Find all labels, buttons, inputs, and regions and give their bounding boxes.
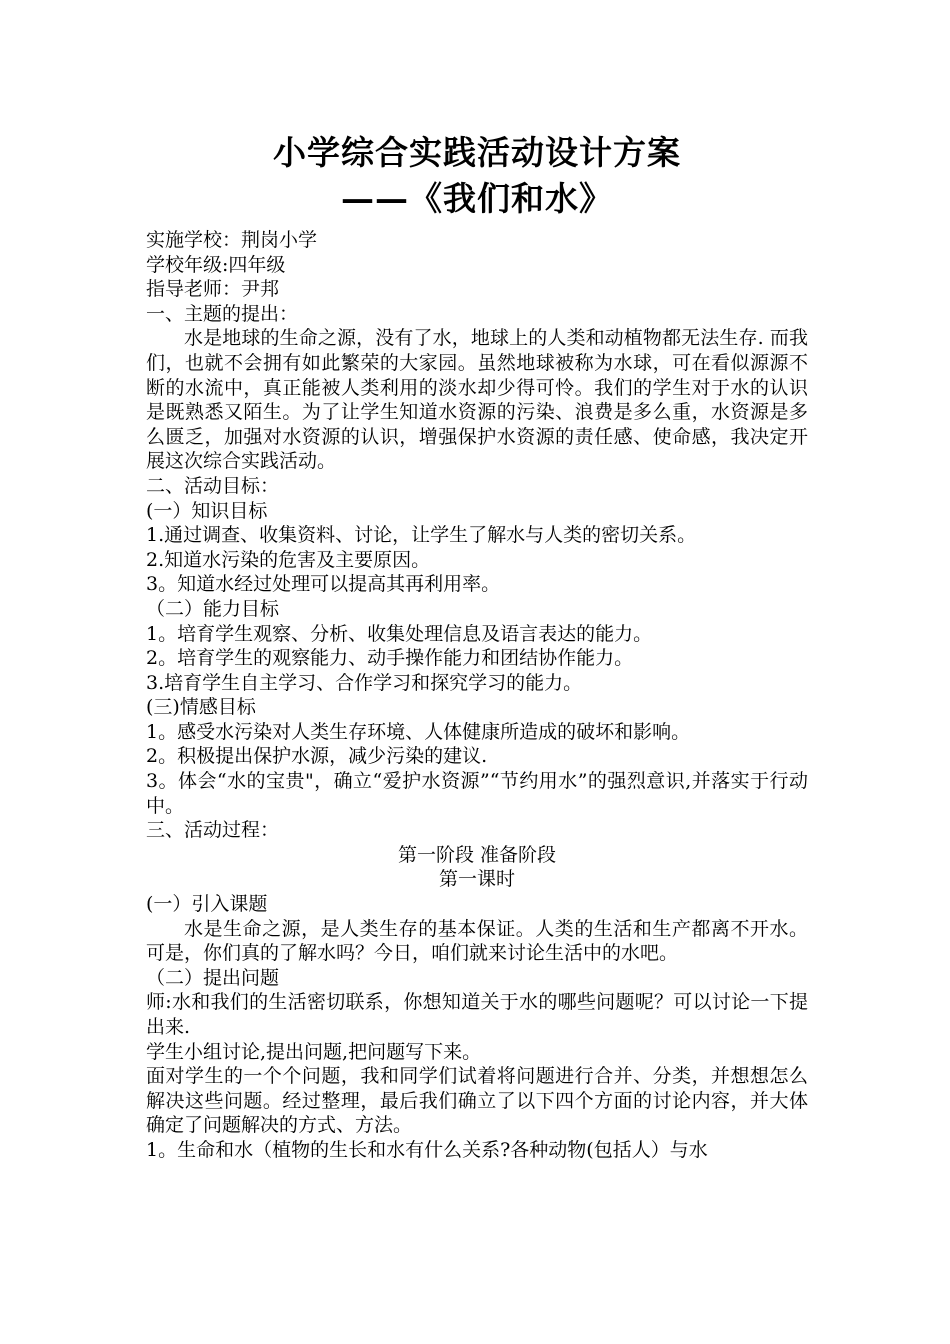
ability-item: 1。培育学生观察、分析、收集处理信息及语言表达的能力。 bbox=[146, 622, 653, 645]
ability-heading: （二）能力目标 bbox=[146, 597, 280, 620]
section1-body: 水是地球的生命之源，没有了水，地球上的人类和动植物都无法生存. 而我们，也就不会拥有如此繁荣的大家园。虽然地球被称为水球，可在看似源源不断的水流中，真正能被人类利用的淡水却少得可怜。我们的学生对于水的认识是既熟悉又陌生。为了让学生知道水资源的污染、浪费是多么重，水资源是多么匮乏，加强对水资源的认识，增强保护水资源的责任感、使命感，我决定开展这次综合实践活动。 bbox=[146, 327, 808, 473]
ability-item: 2。培育学生的观察能力、动手操作能力和团结协作能力。 bbox=[146, 647, 634, 670]
stage-heading: 第一阶段 准备阶段 bbox=[397, 843, 557, 866]
intro-heading: (一）引入课题 bbox=[146, 893, 268, 916]
questions-summary: 面对学生的一个个问题，我和同学们试着将问题进行合并、分类，并想想怎么解决这些问题。经过整理，最后我们确立了以下四个方面的讨论内容，并大体确定了问题解决的方式、方法。 bbox=[146, 1065, 808, 1137]
intro-body: 水是生命之源，是人类生存的基本保证。人类的生活和生产都离不开水。可是，你们真的了解水吗？今日，咱们就来讨论生活中的水吧。 bbox=[146, 917, 808, 965]
questions-heading: （二）提出问题 bbox=[146, 966, 280, 989]
document-title: 小学综合实践活动设计方案 bbox=[273, 133, 681, 172]
emotion-item: 1。感受水污染对人类生存环境、人体健康所造成的破坏和影响。 bbox=[146, 720, 691, 743]
section2-heading: 二、活动目标： bbox=[146, 474, 280, 497]
student-discussion: 学生小组讨论,提出问题,把问题写下来。 bbox=[146, 1040, 482, 1063]
knowledge-item: 2.知道水污染的危害及主要原因。 bbox=[146, 548, 431, 571]
grade-line: 学校年级:四年级 bbox=[146, 253, 286, 276]
section3-heading: 三、活动过程： bbox=[146, 819, 280, 842]
lesson-heading: 第一课时 bbox=[438, 868, 515, 891]
emotion-item: 2。积极提出保护水源，减少污染的建议. bbox=[146, 745, 488, 768]
ability-item: 3.培育学生自主学习、合作学习和探究学习的能力。 bbox=[146, 671, 583, 694]
teacher-question: 师:水和我们的生活密切联系，你想知道关于水的哪些问题呢？可以讨论一下提出来. bbox=[146, 991, 808, 1038]
document-page bbox=[146, 130, 808, 1163]
emotion-item: 3。体会“水的宝贵"，确立“爱护水资源”“节约用水”的强烈意识,并落实于行动中。 bbox=[146, 770, 808, 817]
emotion-heading: (三)情感目标 bbox=[146, 696, 256, 719]
knowledge-item: 3。知道水经过处理可以提高其再利用率。 bbox=[146, 573, 501, 596]
knowledge-heading: (一）知识目标 bbox=[146, 499, 268, 522]
school-line: 实施学校：荆岗小学 bbox=[146, 229, 318, 251]
knowledge-item: 1.通过调查、收集资料、讨论，让学生了解水与人类的密切关系。 bbox=[146, 524, 697, 547]
document-subtitle: ——《我们和水》 bbox=[341, 179, 613, 218]
teacher-line: 指导老师：尹邦 bbox=[146, 278, 280, 301]
topic-item: 1。生命和水（植物的生长和水有什么关系?各种动物(包括人）与水 bbox=[146, 1138, 708, 1161]
section1-heading: 一、主题的提出： bbox=[146, 302, 299, 325]
